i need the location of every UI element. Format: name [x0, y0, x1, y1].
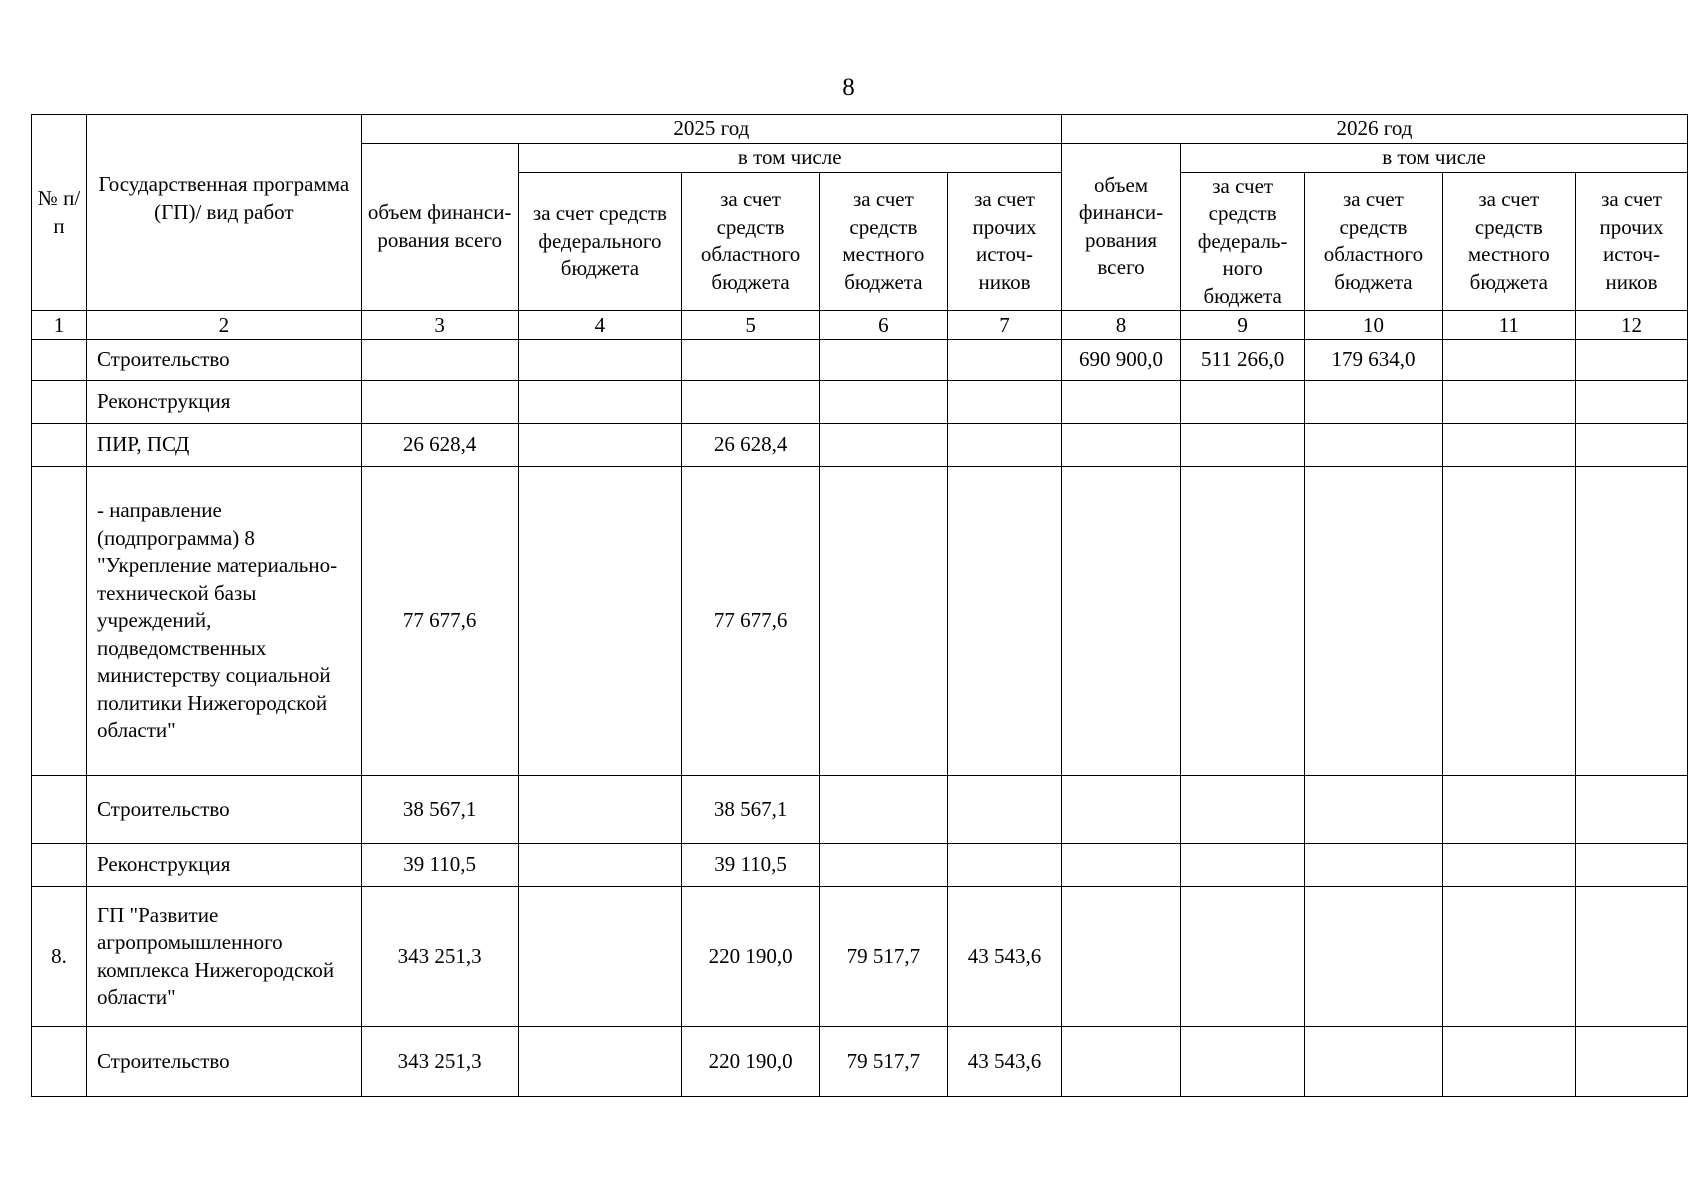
cell-oth-2026: [1575, 467, 1687, 776]
cell-oth-2026: [1575, 424, 1687, 467]
header-fed-2025: за счет средств федерального бюджета: [518, 172, 682, 311]
cell-oth-2026: [1575, 381, 1687, 424]
cell-oth-2025: [948, 424, 1062, 467]
table-row: [32, 424, 1688, 467]
cell-loc-2026: [1442, 340, 1575, 381]
row-num: [32, 1027, 87, 1097]
header-oth-2026: за счет прочих источ-ников: [1575, 172, 1687, 311]
cell-total-2025: 39 110,5: [361, 844, 518, 887]
cell-reg-2025: [682, 340, 819, 381]
cell-reg-2026: [1305, 844, 1442, 887]
table-row: [32, 381, 1688, 424]
row-num: 8.: [32, 887, 87, 1027]
cell-loc-2026: [1442, 467, 1575, 776]
column-number: 12: [1575, 311, 1687, 340]
cell-oth-2025: [948, 844, 1062, 887]
cell-fed-2026: [1181, 467, 1305, 776]
cell-total-2025: 26 628,4: [361, 424, 518, 467]
header-year-2026: 2026 год: [1061, 115, 1687, 144]
cell-total-2025: 77 677,6: [361, 467, 518, 776]
cell-oth-2025: [948, 340, 1062, 381]
cell-oth-2025: 43 543,6: [948, 1027, 1062, 1097]
cell-oth-2026: [1575, 887, 1687, 1027]
cell-reg-2025: 220 190,0: [682, 887, 819, 1027]
cell-fed-2026: [1181, 844, 1305, 887]
cell-loc-2025: [819, 381, 947, 424]
cell-fed-2025: [518, 340, 682, 381]
column-number: 5: [682, 311, 819, 340]
cell-total-2026: [1061, 776, 1180, 844]
header-num-col: № п/п: [32, 115, 87, 311]
column-number: 7: [948, 311, 1062, 340]
header-fed-2026: за счет средств федераль-ного бюджета: [1181, 172, 1305, 311]
cell-total-2026: [1061, 844, 1180, 887]
header-program-col: Государственная программа (ГП)/ вид работ: [86, 115, 361, 311]
row-name: ПИР, ПСД: [86, 424, 361, 467]
column-number: 4: [518, 311, 682, 340]
header-total-2026: объем финанси-рования всего: [1061, 143, 1180, 311]
table-row: [32, 467, 1688, 776]
table-row: [32, 1027, 1688, 1097]
cell-oth-2025: [948, 776, 1062, 844]
cell-total-2026: [1061, 887, 1180, 1027]
cell-fed-2026: [1181, 1027, 1305, 1097]
cell-oth-2026: [1575, 844, 1687, 887]
column-number: 3: [361, 311, 518, 340]
cell-oth-2026: [1575, 340, 1687, 381]
cell-loc-2026: [1442, 381, 1575, 424]
cell-total-2025: [361, 381, 518, 424]
header-reg-2025: за счет средств областного бюджета: [682, 172, 819, 311]
cell-fed-2025: [518, 887, 682, 1027]
cell-fed-2025: [518, 424, 682, 467]
financing-table: [31, 114, 1688, 1097]
cell-reg-2025: 77 677,6: [682, 467, 819, 776]
cell-total-2026: 690 900,0: [1061, 340, 1180, 381]
cell-fed-2026: [1181, 887, 1305, 1027]
cell-loc-2026: [1442, 887, 1575, 1027]
row-name: ГП "Развитие агропромышленного комплекса Нижегородской области": [86, 887, 361, 1027]
row-num: [32, 776, 87, 844]
row-name: Реконструкция: [86, 844, 361, 887]
column-number: 9: [1181, 311, 1305, 340]
cell-oth-2025: 43 543,6: [948, 887, 1062, 1027]
header-loc-2025: за счет средств местного бюджета: [819, 172, 947, 311]
cell-fed-2025: [518, 844, 682, 887]
cell-loc-2025: [819, 844, 947, 887]
header-reg-2026: за счет средств областного бюджета: [1305, 172, 1442, 311]
row-num: [32, 424, 87, 467]
cell-loc-2026: [1442, 1027, 1575, 1097]
cell-oth-2025: [948, 467, 1062, 776]
table-row: [32, 776, 1688, 844]
cell-total-2025: [361, 340, 518, 381]
column-numbers-row: [32, 311, 1688, 340]
cell-fed-2025: [518, 1027, 682, 1097]
header-oth-2025: за счет прочих источ-ников: [948, 172, 1062, 311]
row-name: - направление (подпрограмма) 8 "Укрепление материально-технической базы учреждений, подведомственных министерству социальной политики Нижегородской области": [86, 467, 361, 776]
row-name: Реконструкция: [86, 381, 361, 424]
cell-reg-2026: [1305, 381, 1442, 424]
cell-reg-2026: [1305, 424, 1442, 467]
cell-reg-2026: [1305, 887, 1442, 1027]
row-num: [32, 340, 87, 381]
column-number: 8: [1061, 311, 1180, 340]
header-including-2025: в том числе: [518, 143, 1061, 172]
cell-loc-2026: [1442, 776, 1575, 844]
header-total-2025: объем финанси-рования всего: [361, 143, 518, 311]
cell-reg-2026: [1305, 467, 1442, 776]
cell-oth-2026: [1575, 1027, 1687, 1097]
cell-fed-2025: [518, 381, 682, 424]
cell-fed-2026: [1181, 424, 1305, 467]
column-number: 6: [819, 311, 947, 340]
cell-loc-2026: [1442, 844, 1575, 887]
header-including-2026: в том числе: [1181, 143, 1688, 172]
column-number: 11: [1442, 311, 1575, 340]
column-number: 2: [86, 311, 361, 340]
cell-fed-2025: [518, 467, 682, 776]
cell-reg-2026: [1305, 1027, 1442, 1097]
cell-fed-2025: [518, 776, 682, 844]
cell-total-2026: [1061, 467, 1180, 776]
column-number: 10: [1305, 311, 1442, 340]
table-row: [32, 340, 1688, 381]
cell-reg-2026: 179 634,0: [1305, 340, 1442, 381]
cell-reg-2025: 26 628,4: [682, 424, 819, 467]
row-num: [32, 467, 87, 776]
row-name: Строительство: [86, 340, 361, 381]
column-number: 1: [32, 311, 87, 340]
cell-total-2025: 343 251,3: [361, 887, 518, 1027]
cell-fed-2026: [1181, 381, 1305, 424]
cell-loc-2025: [819, 776, 947, 844]
cell-reg-2025: 39 110,5: [682, 844, 819, 887]
cell-loc-2025: [819, 424, 947, 467]
cell-total-2026: [1061, 381, 1180, 424]
row-num: [32, 844, 87, 887]
header-loc-2026: за счет средств местного бюджета: [1442, 172, 1575, 311]
header-year-2025: 2025 год: [361, 115, 1061, 144]
cell-total-2026: [1061, 1027, 1180, 1097]
cell-loc-2025: [819, 340, 947, 381]
cell-total-2025: 343 251,3: [361, 1027, 518, 1097]
table-row: [32, 887, 1688, 1027]
cell-loc-2025: 79 517,7: [819, 887, 947, 1027]
cell-reg-2025: [682, 381, 819, 424]
cell-fed-2026: [1181, 776, 1305, 844]
row-num: [32, 381, 87, 424]
page-number: 8: [842, 74, 855, 101]
cell-fed-2026: 511 266,0: [1181, 340, 1305, 381]
cell-total-2025: 38 567,1: [361, 776, 518, 844]
cell-reg-2026: [1305, 776, 1442, 844]
cell-total-2026: [1061, 424, 1180, 467]
table-row: [32, 844, 1688, 887]
cell-loc-2025: 79 517,7: [819, 1027, 947, 1097]
cell-oth-2026: [1575, 776, 1687, 844]
cell-oth-2025: [948, 381, 1062, 424]
row-name: Строительство: [86, 1027, 361, 1097]
cell-reg-2025: 220 190,0: [682, 1027, 819, 1097]
cell-loc-2025: [819, 467, 947, 776]
cell-reg-2025: 38 567,1: [682, 776, 819, 844]
cell-loc-2026: [1442, 424, 1575, 467]
row-name: Строительство: [86, 776, 361, 844]
